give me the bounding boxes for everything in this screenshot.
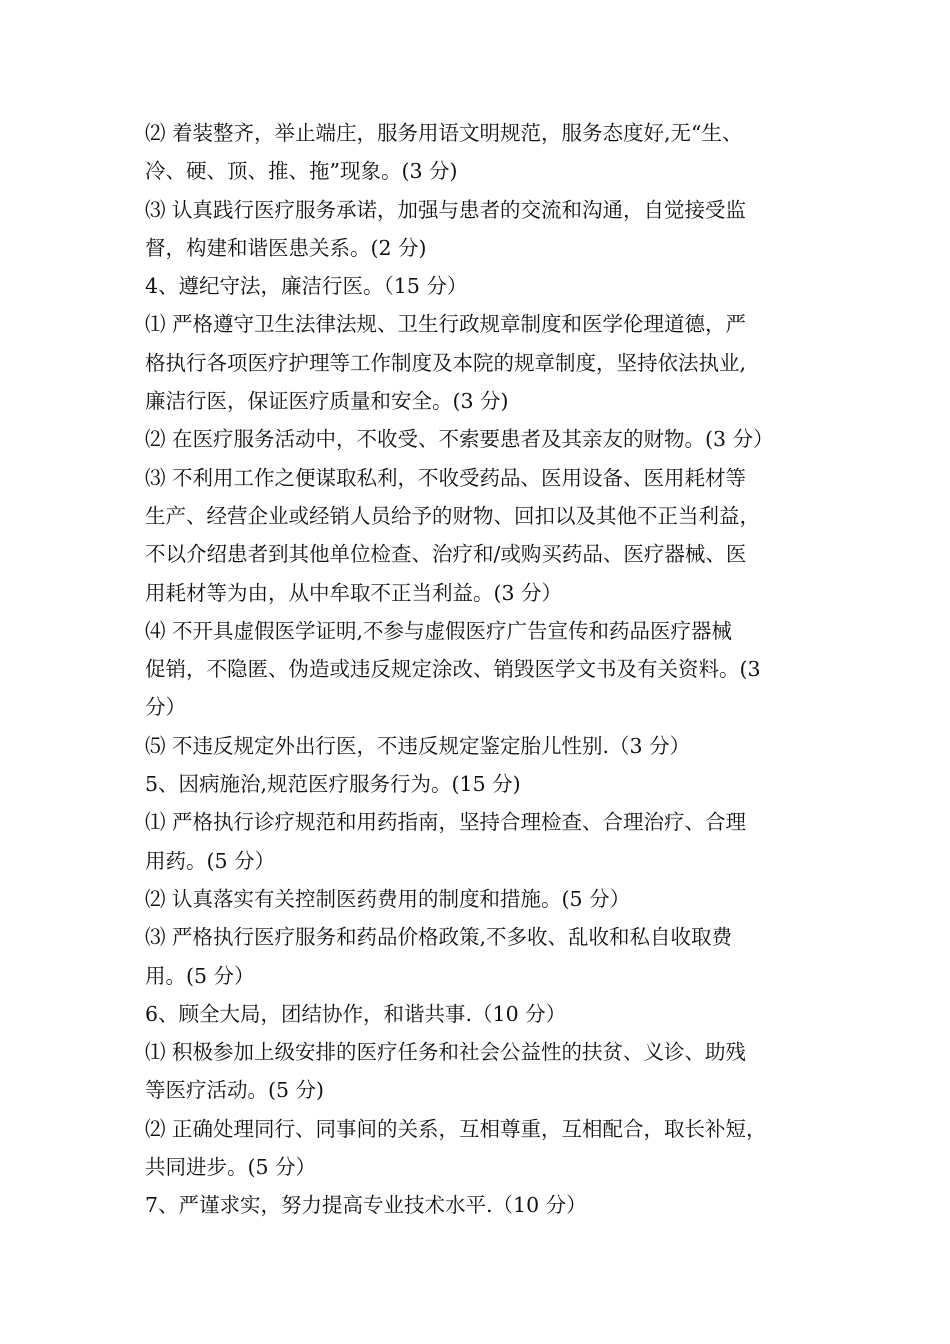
text-line: 廉洁行医，保证医疗质量和安全。(3 分): [145, 389, 509, 414]
text-line: ⑵ 正确处理同行、同事间的关系，互相尊重，互相配合，取长补短，: [145, 1116, 767, 1141]
text-line: ⑸ 不违反规定外出行医，不违反规定鉴定胎儿性别.（3 分）: [145, 733, 691, 758]
text-line: 共同进步。(5 分）: [145, 1155, 317, 1180]
text-line: 督，构建和谐医患关系。(2 分): [145, 235, 427, 260]
text-line: 促销，不隐匿、伪造或违反规定涂改、销毁医学文书及有关资料。(3: [145, 657, 761, 682]
text-line: 用。(5 分）: [145, 963, 255, 988]
text-line: 用药。(5 分）: [145, 848, 276, 873]
text-line: ⑶ 严格执行医疗服务和药品价格政策,不多收、乱收和私自收取费: [145, 925, 733, 950]
text-line: 不以介绍患者到其他单位检查、治疗和/或购买药品、医疗器械、医: [145, 542, 747, 567]
text-line: 冷、硬、顶、推、拖”现象。(3 分): [145, 159, 458, 184]
section-heading: 4、遵纪守法，廉洁行医。（15 分）: [145, 274, 468, 299]
section-heading: 5、因病施治,规范医疗服务行为。(15 分): [145, 772, 521, 797]
text-line: 格执行各项医疗护理等工作制度及本院的规章制度，坚持依法执业,: [145, 350, 747, 375]
text-line: ⑵ 认真落实有关控制医药费用的制度和措施。(5 分）: [145, 886, 631, 911]
text-line: ⑴ 积极参加上级安排的医疗任务和社会公益性的扶贫、义诊、助残: [145, 1040, 747, 1065]
text-line: 分）: [145, 695, 186, 720]
document-body: [145, 114, 810, 1225]
text-line: 用耗材等为由，从中牟取不正当利益。(3 分）: [145, 580, 563, 605]
text-line: ⑵ 在医疗服务活动中，不收受、不索要患者及其亲友的财物。(3 分）: [145, 427, 774, 452]
text-line: ⑴ 严格执行诊疗规范和用药指南，坚持合理检查、合理治疗、合理: [145, 810, 747, 835]
text-line: 等医疗活动。(5 分): [145, 1078, 325, 1103]
text-line: ⑷ 不开具虚假医学证明,不参与虚假医疗广告宣传和药品医疗器械: [145, 618, 733, 643]
text-line: ⑵ 着装整齐，举止端庄，服务用语文明规范，服务态度好,无“生、: [145, 121, 743, 145]
text-line: ⑴ 严格遵守卫生法律法规、卫生行政规章制度和医学伦理道德，严: [145, 312, 747, 337]
text-line: ⑶ 不利用工作之便谋取私利，不收受药品、医用设备、医用耗材等: [145, 465, 747, 490]
section-heading: 7、严谨求实，努力提高专业技术水平.（10 分）: [145, 1193, 587, 1218]
section-heading: 6、顾全大局，团结协作，和谐共事.（10 分）: [145, 1001, 567, 1026]
text-line: ⑶ 认真践行医疗服务承诺，加强与患者的交流和沟通，自觉接受监: [145, 197, 747, 222]
text-line: 生产、经营企业或经销人员给予的财物、回扣以及其他不正当利益，: [145, 503, 760, 528]
